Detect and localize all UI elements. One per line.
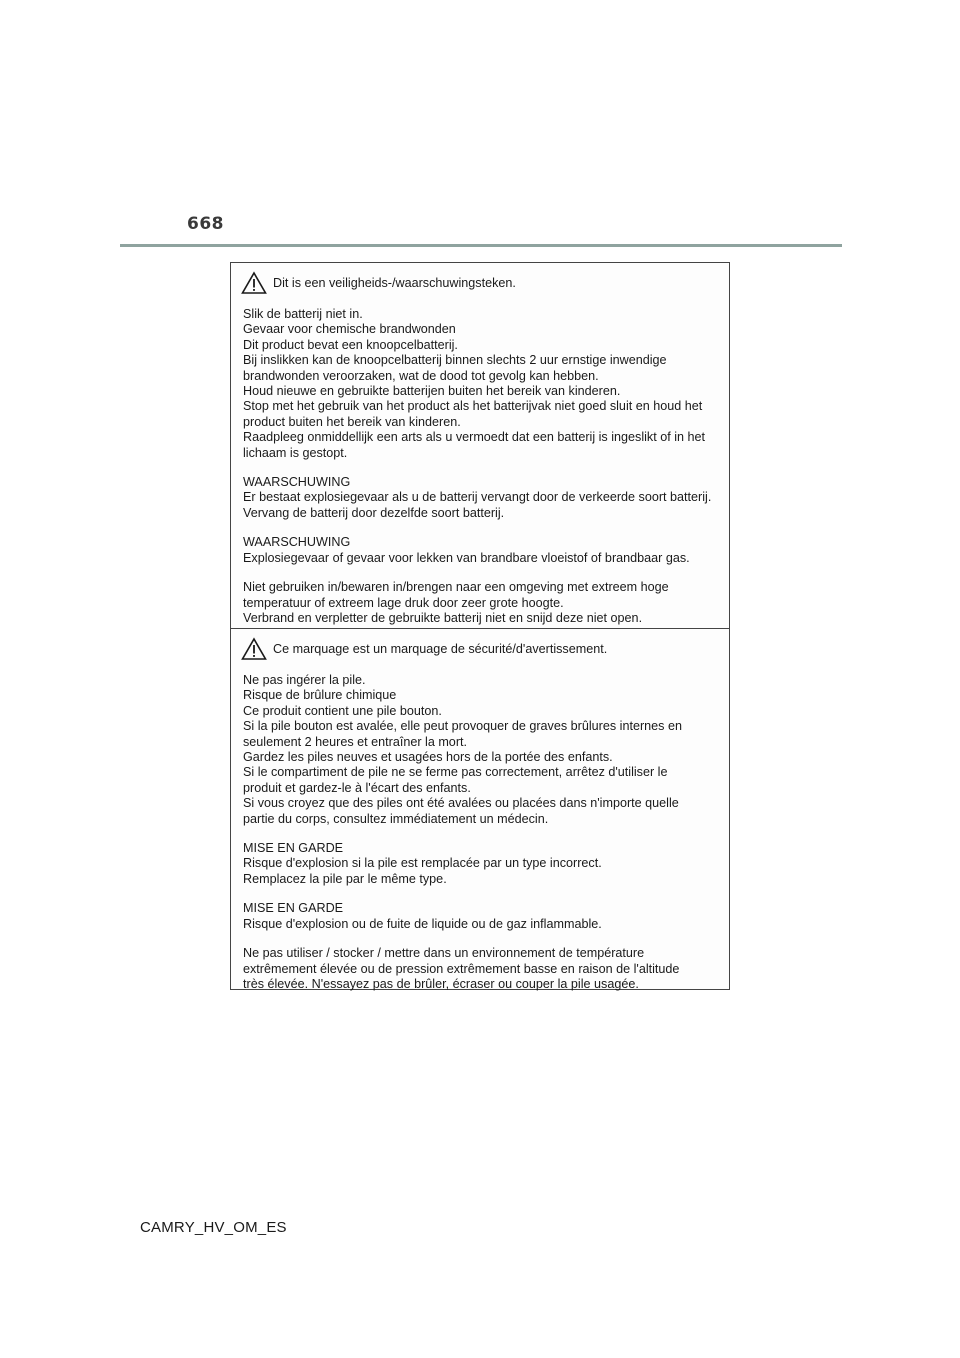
french-text-line: Si vous croyez que des piles ont été avalées ou placées dans n'importe quelle [243,796,679,811]
french-text-line: Ne pas utiliser / stocker / mettre dans un environnement de température [243,946,645,961]
french-text-line: partie du corps, consultez immédiatement un médecin. [243,811,549,826]
dutch-text-line: Vervang de batterij door dezelfde soort batterij. [243,505,505,520]
dutch-text-line: Explosiegevaar of gevaar voor lekken van brandbare vloeistof of brandbaar gas. [243,550,690,565]
dutch-text-line: Houd nieuwe en gebruikte batterijen buiten het bereik van kinderen. [243,384,621,399]
dutch-text-line: Dit product bevat een knoopcelbatterij. [243,337,458,352]
dutch-paragraph [243,475,723,521]
dutch-paragraphs [243,307,723,626]
warning-triangle-icon [241,637,267,661]
french-text-line: Si le compartiment de pile ne se ferme pas correctement, arrêtez d'utiliser le [243,765,668,780]
dutch-text-line: Slik de batterij niet in. [243,307,363,321]
header-rule [120,244,842,247]
dutch-text-line: temperatuur of extreem lage druk door zeer grote hoogte. [243,595,564,610]
dutch-text-line: product buiten het bereik van kinderen. [243,414,461,429]
dutch-warning-panel [231,263,729,628]
french-text-line: Ne pas ingérer la pile. [243,673,366,687]
dutch-warning-heading [241,271,723,295]
warning-triangle-icon [241,271,267,295]
dutch-text-line: Bij inslikken kan de knoopcelbatterij binnen slechts 2 uur ernstige inwendige [243,353,667,368]
french-text-line: Risque d'explosion ou de fuite de liquide ou de gaz inflammable. [243,916,602,931]
french-text-line: MISE EN GARDE [243,901,344,916]
french-warning-heading [241,637,723,661]
dutch-paragraph [243,535,723,566]
dutch-paragraph [243,307,723,461]
french-text-line: seulement 2 heures et entraîner la mort. [243,734,468,749]
french-text-line: extrêmement élevée ou de pression extrêmement basse en raison de l'altitude [243,961,680,976]
dutch-text-line: Verbrand en verpletter de gebruikte batterij niet en snijd deze niet open. [243,610,643,625]
french-paragraph [243,946,723,992]
dutch-paragraph [243,580,723,626]
french-warning-panel [231,628,729,991]
french-paragraph [243,901,723,932]
dutch-text-line: Gevaar voor chemische brandwonden [243,322,456,337]
french-heading-text: Ce marquage est un marquage de sécurité/d'avertissement. [273,642,608,656]
dutch-text-line: Niet gebruiken in/bewaren in/brengen naar een omgeving met extreem hoge [243,580,669,595]
dutch-text-line: Er bestaat explosiegevaar als u de batterij vervangt door de verkeerde soort batterij. [243,490,712,505]
french-text-line: Si la pile bouton est avalée, elle peut provoquer de graves brûlures internes en [243,719,682,734]
french-text-line: MISE EN GARDE [243,841,344,856]
dutch-text-line: lichaam is gestopt. [243,445,348,460]
french-text-line: Ce produit contient une pile bouton. [243,703,442,718]
french-text-line: Gardez les piles neuves et usagées hors de la portée des enfants. [243,750,613,765]
dutch-text-line: WAARSCHUWING [243,535,351,550]
french-paragraph [243,841,723,887]
dutch-text-line: Stop met het gebruik van het product als het batterijvak niet goed sluit en houd het [243,399,703,414]
footer-document-code: CAMRY_HV_OM_ES [140,1219,287,1236]
french-text-line: produit et gardez-le à l'écart des enfants. [243,780,471,795]
french-text-line: très élevée. N'essayez pas de brûler, écraser ou couper la pile usagée. [243,976,639,991]
page-number: 668 [187,214,224,234]
dutch-heading-text: Dit is een veiligheids-/waarschuwingsteken. [273,276,516,290]
french-text-line: Risque d'explosion si la pile est remplacée par un type incorrect. [243,856,602,871]
dutch-text-line: Raadpleeg onmiddellijk een arts als u vermoedt dat een batterij is ingeslikt of in het [243,430,706,445]
battery-warning-label [230,262,730,990]
dutch-text-line: WAARSCHUWING [243,475,351,490]
french-text-line: Risque de brûlure chimique [243,688,397,703]
french-paragraph [243,673,723,827]
french-paragraphs [243,673,723,992]
dutch-text-line: brandwonden veroorzaken, wat de dood tot gevolg kan hebben. [243,368,599,383]
french-text-line: Remplacez la pile par le même type. [243,871,447,886]
